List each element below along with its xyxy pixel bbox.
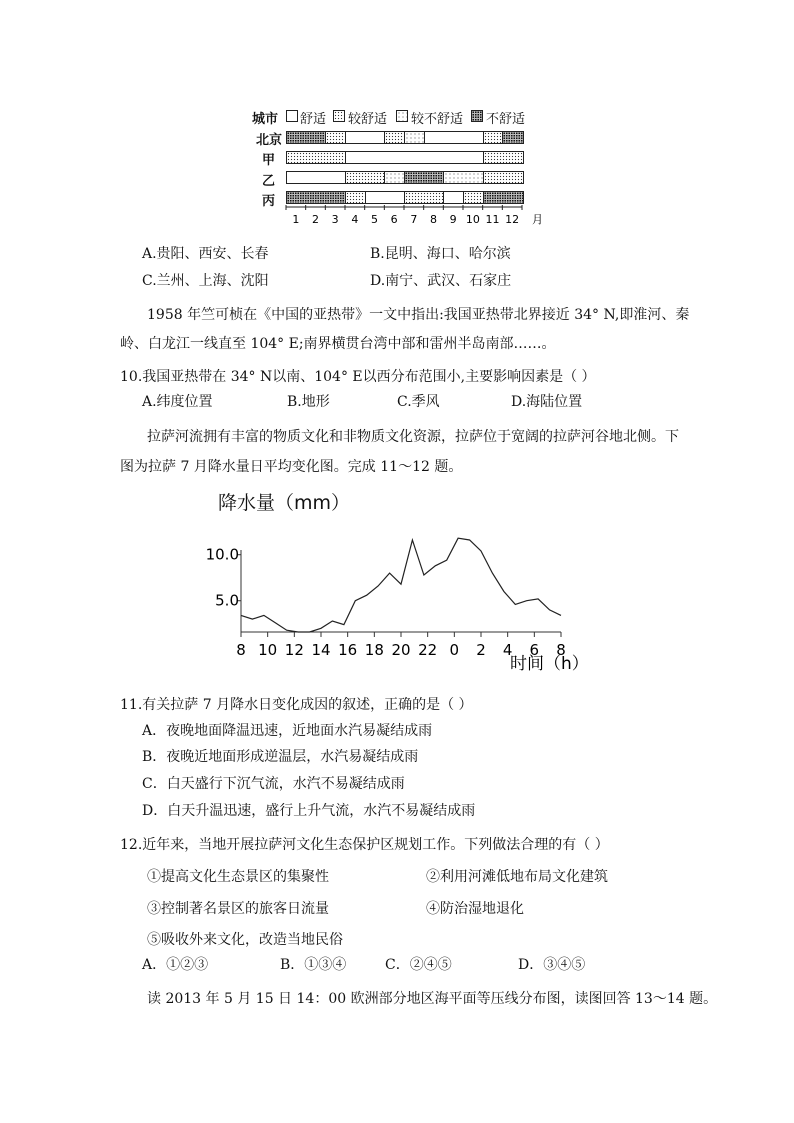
comfort-segment-fairly <box>287 152 346 163</box>
x-tick-label: 22 <box>418 641 438 659</box>
x-axis-label: 时间（h） <box>510 654 589 674</box>
y-axis-label: 降水量（mm） <box>218 492 351 514</box>
q12-option-a[interactable]: A．①②③ <box>142 957 209 973</box>
comfort-segment-fairly <box>385 132 405 143</box>
month-tick-label: 1 <box>292 213 300 226</box>
precipitation-series-line <box>241 538 561 632</box>
comfort-segment-fairly <box>484 152 523 163</box>
comfort-bar-row <box>286 171 524 184</box>
q12-option-c[interactable]: C．②④⑤ <box>385 957 452 973</box>
comfort-segment-fairly <box>464 192 484 203</box>
q11-option-a[interactable]: A．夜晚地面降温迅速，近地面水汽易凝结成雨 <box>142 723 433 739</box>
comfort-segment-uncomfortable <box>287 192 346 203</box>
comfort-segment-fairly <box>484 172 523 183</box>
x-tick-label: 4 <box>502 641 513 659</box>
y-tick-label: 10.0 <box>205 545 239 564</box>
x-tick-label: 8 <box>236 641 246 659</box>
x-tick-label: 8 <box>556 641 566 659</box>
comfort-segment-uncomfortable <box>405 172 444 183</box>
x-tick-label: 6 <box>529 641 540 659</box>
month-tick-label: 9 <box>449 213 457 226</box>
passage-line: 读 2013 年 5 月 15 日 14：00 欧洲部分地区海平面等压线分布图，读图回答 13～14 题。 <box>147 991 718 1007</box>
q11-option-d[interactable]: D．白天升温迅速，盛行上升气流，水汽不易凝结成雨 <box>142 803 476 819</box>
comfort-segment-comfortable <box>366 192 405 203</box>
x-tick-label: 12 <box>284 641 304 659</box>
month-tick-label: 4 <box>351 213 359 226</box>
month-tick-label: 12 <box>505 213 520 226</box>
month-tick-label: 10 <box>465 213 480 226</box>
month-tick-label: 6 <box>390 213 398 226</box>
comfort-segment-less <box>405 132 425 143</box>
q10-option-b[interactable]: B.地形 <box>287 394 330 410</box>
legend-label: 较不舒适 <box>411 112 464 127</box>
comfort-segment-fairly <box>326 132 346 143</box>
x-tick-label: 14 <box>311 641 331 659</box>
q12-statement-1: ①提高文化生态景区的集聚性 <box>147 869 329 885</box>
y-tick-label: 5.0 <box>215 591 239 610</box>
month-tick-label: 5 <box>371 213 378 226</box>
legend-label: 较舒适 <box>348 112 388 127</box>
q9-option-a[interactable]: A.贵阳、西安、长春 <box>142 246 269 262</box>
q12-stem: 12.近年来，当地开展拉萨河文化生态保护区规划工作。下列做法合理的有（ ） <box>120 837 609 853</box>
legend-label: 不舒适 <box>486 112 526 127</box>
x-tick-label: 0 <box>449 641 460 659</box>
month-tick-label: 11 <box>485 213 500 226</box>
comfort-segment-uncomfortable <box>484 192 523 203</box>
q10-option-c[interactable]: C.季风 <box>397 394 440 410</box>
q9-option-d[interactable]: D.南宁、武汉、石家庄 <box>370 273 512 289</box>
comfort-segment-less <box>444 172 483 183</box>
month-tick-label: 7 <box>410 213 418 226</box>
q12-statement-2: ②利用河滩低地布局文化建筑 <box>426 869 608 885</box>
q12-option-b[interactable]: B．①③④ <box>280 957 347 973</box>
q12-option-d[interactable]: D．③④⑤ <box>518 957 586 973</box>
row-label: 甲 <box>262 153 276 168</box>
month-tick-label: 8 <box>430 213 437 226</box>
q10-option-a[interactable]: A.纬度位置 <box>142 394 213 410</box>
legend-swatch-comfortable <box>286 110 298 122</box>
comfort-bar-row <box>286 151 524 164</box>
comfort-bar-row <box>286 191 524 204</box>
q12-statement-5: ⑤吸收外来文化，改造当地民俗 <box>147 932 343 948</box>
legend-swatch-less <box>396 110 408 122</box>
q10-stem: 10.我国亚热带在 34° N以南、104° E以西分布范围小,主要影响因素是（ ） <box>120 369 596 385</box>
month-tick-label: 3 <box>331 213 339 226</box>
legend-label: 舒适 <box>300 112 327 127</box>
q12-statement-4: ④防治湿地退化 <box>426 901 524 917</box>
q11-option-b[interactable]: B．夜晚近地面形成逆温层，水汽易凝结成雨 <box>142 749 419 765</box>
legend-swatch-uncomfortable <box>471 110 483 122</box>
comfort-segment-comfortable <box>425 132 484 143</box>
q11-option-c[interactable]: C．白天盛行下沉气流，水汽不易凝结成雨 <box>142 776 405 792</box>
legend-city-label: 城市 <box>252 112 279 127</box>
comfort-segment-uncomfortable <box>503 132 523 143</box>
comfort-segment-fairly <box>346 192 366 203</box>
month-tick-label: 2 <box>312 213 319 226</box>
x-tick-label: 2 <box>476 641 486 659</box>
passage-line: 岭、白龙江一线直至 104° E;南界横贯台湾中部和雷州半岛南部……。 <box>120 336 556 352</box>
comfort-segment-uncomfortable <box>287 132 326 143</box>
comfort-segment-fairly <box>346 172 385 183</box>
q11-stem: 11.有关拉萨 7 月降水日变化成因的叙述，正确的是（ ） <box>120 697 473 713</box>
comfort-segment-comfortable <box>346 152 484 163</box>
comfort-segment-less <box>385 172 405 183</box>
comfort-segment-comfortable <box>346 132 385 143</box>
q9-option-c[interactable]: C.兰州、上海、沈阳 <box>142 273 269 289</box>
precipitation-plot <box>200 510 600 680</box>
comfort-segment-comfortable <box>287 172 346 183</box>
q12-statement-3: ③控制著名景区的旅客日流量 <box>147 901 329 917</box>
row-label: 丙 <box>262 194 276 209</box>
x-tick-label: 18 <box>364 641 384 659</box>
x-tick-label: 10 <box>258 641 278 659</box>
month-axis <box>280 205 550 227</box>
comfort-segment-comfortable <box>444 192 464 203</box>
month-unit-label: 月 <box>532 213 543 226</box>
passage-line: 1958 年竺可桢在《中国的亚热带》一文中指出:我国亚热带北界接近 34° N,即淮河、秦 <box>147 307 690 323</box>
comfort-segment-fairly <box>484 132 504 143</box>
passage-line: 拉萨河流拥有丰富的物质文化和非物质文化资源，拉萨位于宽阔的拉萨河谷地北侧。下 <box>147 429 679 445</box>
x-tick-label: 16 <box>338 641 358 659</box>
x-tick-label: 20 <box>391 641 411 659</box>
q10-option-d[interactable]: D.海陆位置 <box>511 394 583 410</box>
q9-option-b[interactable]: B.昆明、海口、哈尔滨 <box>370 246 511 262</box>
legend-swatch-fairly <box>333 110 345 122</box>
row-label: 北京 <box>256 133 283 148</box>
passage-line: 图为拉萨 7 月降水量日平均变化图。完成 11～12 题。 <box>120 459 463 475</box>
comfort-bar-row <box>286 131 524 144</box>
comfort-segment-fairly <box>405 192 444 203</box>
row-label: 乙 <box>262 174 276 189</box>
